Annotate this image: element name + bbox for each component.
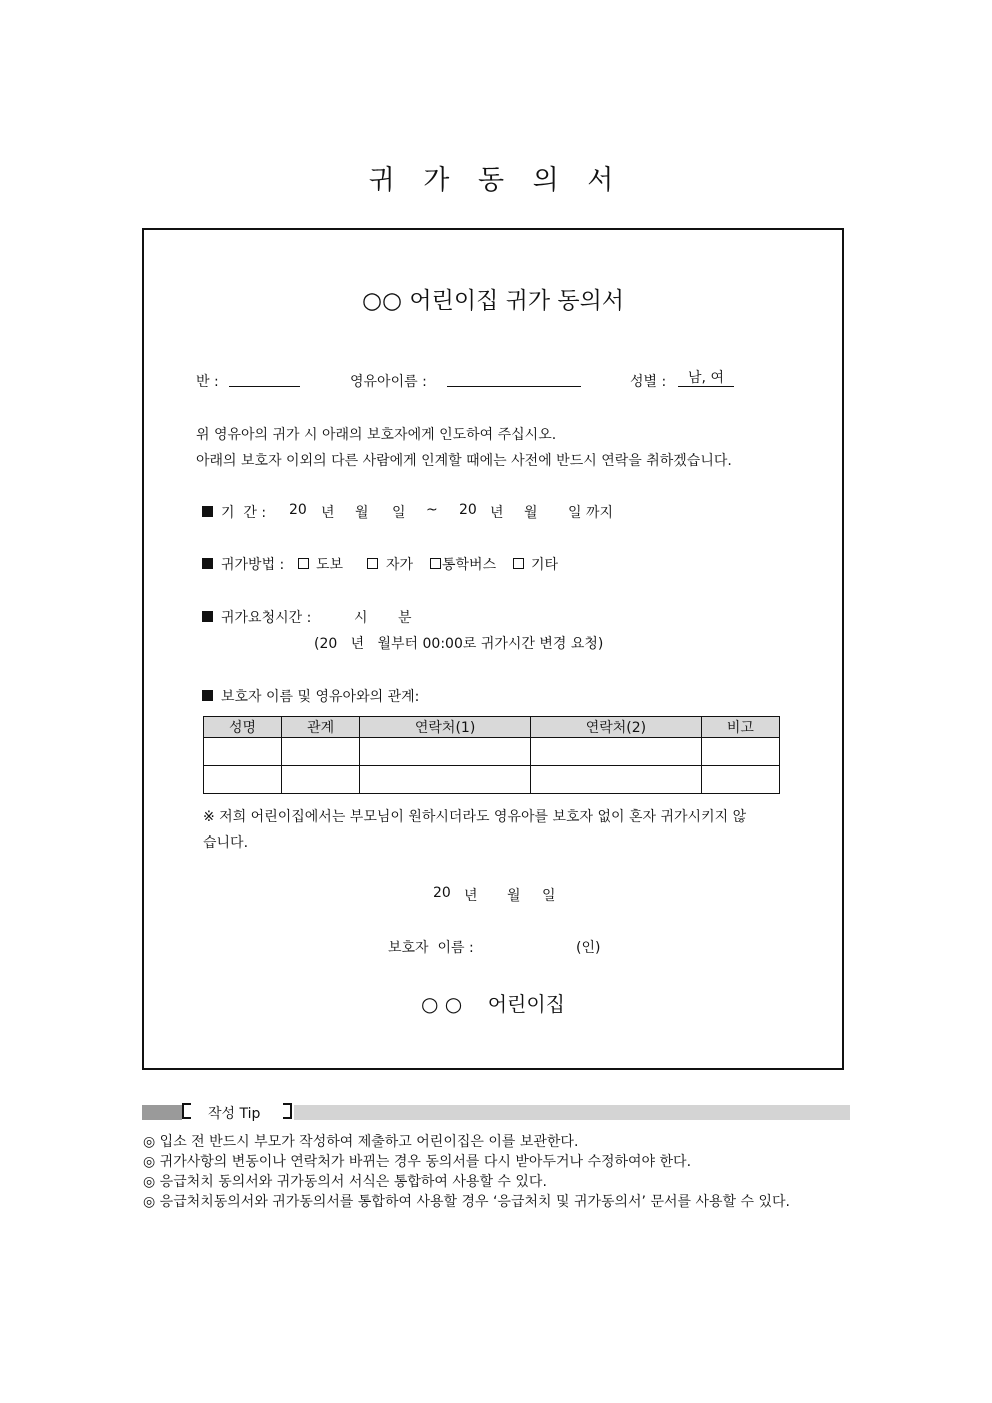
column-header-contact-1: 연락처(1) <box>360 717 531 738</box>
bus-checkbox[interactable] <box>430 558 441 569</box>
method-option-other: 기타 <box>531 557 559 573</box>
bullet-square-icon <box>202 690 213 701</box>
request-time-label: 귀가요청시간 : <box>221 610 312 626</box>
period-start-year-unit: 년 <box>321 505 335 521</box>
table-cell[interactable] <box>531 738 702 766</box>
other-checkbox[interactable] <box>513 558 524 569</box>
tip-item-2: ◎ 귀가사항의 변동이나 연락처가 바뀌는 경우 동의서를 다시 받아두거나 수정하여야 한다. <box>143 1154 692 1170</box>
tip-item-3: ◎ 응급처치 동의서와 귀가동의서 서식은 통합하여 사용할 수 있다. <box>143 1174 547 1190</box>
period-start-year: 20 <box>289 502 307 518</box>
date-year: 20 <box>433 885 451 901</box>
notice-line-1: ※ 저희 어린이집에서는 부모님이 원하시더라도 영유아를 보호자 없이 혼자 귀가시키지 않 <box>203 809 747 825</box>
table-cell[interactable] <box>531 766 702 794</box>
table-cell[interactable] <box>701 738 779 766</box>
column-header-relation: 관계 <box>282 717 360 738</box>
seal-mark: (인) <box>576 940 601 956</box>
table-row <box>204 738 780 766</box>
request-minute-unit: 분 <box>398 610 412 626</box>
date-month-unit: 월 <box>507 888 521 904</box>
request-hour-unit: 시 <box>354 610 368 626</box>
tip-item-1: ◎ 입소 전 반드시 부모가 작성하여 제출하고 어린이집은 이를 보관한다. <box>143 1134 579 1150</box>
guardians-label: 보호자 이름 및 영유아와의 관계: <box>221 689 420 705</box>
date-year-unit: 년 <box>464 888 478 904</box>
bullet-square-icon <box>202 506 213 517</box>
method-option-bus: 통학버스 <box>442 557 497 573</box>
table-cell[interactable] <box>360 766 531 794</box>
page-title: 귀 가 동 의 서 <box>368 165 624 196</box>
tip-header-text: 작성 Tip <box>208 1106 261 1122</box>
left-bracket-icon <box>182 1103 191 1119</box>
intro-line-1: 위 영유아의 귀가 시 아래의 보호자에게 인도하여 주십시오. <box>196 427 557 443</box>
class-field[interactable] <box>229 372 300 387</box>
method-option-walk: 도보 <box>316 557 344 573</box>
intro-line-2: 아래의 보호자 이외의 다른 사람에게 인계할 때에는 사전에 반드시 연락을 취하겠습니다. <box>196 453 732 469</box>
gender-label: 성별 : <box>630 374 667 390</box>
right-bracket-icon <box>283 1103 292 1119</box>
tip-header <box>182 1103 292 1121</box>
table-cell[interactable] <box>204 766 282 794</box>
tip-item-4: ◎ 응급처치동의서와 귀가동의서를 통합하여 사용할 경우 ‘응급처치 및 귀가동의서’ 문서를 사용할 수 있다. <box>143 1194 790 1210</box>
column-header-name: 성명 <box>204 717 282 738</box>
period-tilde: ~ <box>426 502 438 518</box>
child-name-label: 영유아이름 : <box>350 374 427 390</box>
table-cell[interactable] <box>701 766 779 794</box>
gender-options[interactable]: 남, 여 <box>678 371 734 387</box>
period-start-day-unit: 일 <box>392 505 406 521</box>
column-header-contact-2: 연락처(2) <box>531 717 702 738</box>
date-day-unit: 일 <box>542 888 556 904</box>
period-end-year-unit: 년 <box>490 505 504 521</box>
form-title: ○○ 어린이집 귀가 동의서 <box>361 288 625 314</box>
period-end-month-unit: 월 <box>524 505 538 521</box>
tip-bar-light <box>294 1105 850 1120</box>
period-start-month-unit: 월 <box>355 505 369 521</box>
class-label: 반 : <box>196 374 219 390</box>
bullet-square-icon <box>202 611 213 622</box>
column-header-note: 비고 <box>701 717 779 738</box>
method-option-car: 자가 <box>386 557 414 573</box>
period-until: 일 까지 <box>568 505 614 521</box>
request-time-note: (20 년 월부터 00:00로 귀가시간 변경 요청) <box>314 636 604 652</box>
guardian-name-label: 보호자 이름 : <box>388 940 474 956</box>
tip-bar-dark <box>142 1105 182 1120</box>
table-cell[interactable] <box>282 766 360 794</box>
period-label: 기 간 : <box>221 505 267 521</box>
table-cell[interactable] <box>204 738 282 766</box>
period-end-year: 20 <box>459 502 477 518</box>
table-row <box>204 766 780 794</box>
method-label: 귀가방법 : <box>221 557 285 573</box>
guardians-table <box>203 716 780 794</box>
car-checkbox[interactable] <box>367 558 378 569</box>
bullet-square-icon <box>202 558 213 569</box>
table-cell[interactable] <box>282 738 360 766</box>
center-name: ○ ○ 어린이집 <box>421 992 565 1016</box>
child-name-field[interactable] <box>447 372 581 387</box>
table-cell[interactable] <box>360 738 531 766</box>
walk-checkbox[interactable] <box>298 558 309 569</box>
notice-line-2: 습니다. <box>203 835 249 851</box>
